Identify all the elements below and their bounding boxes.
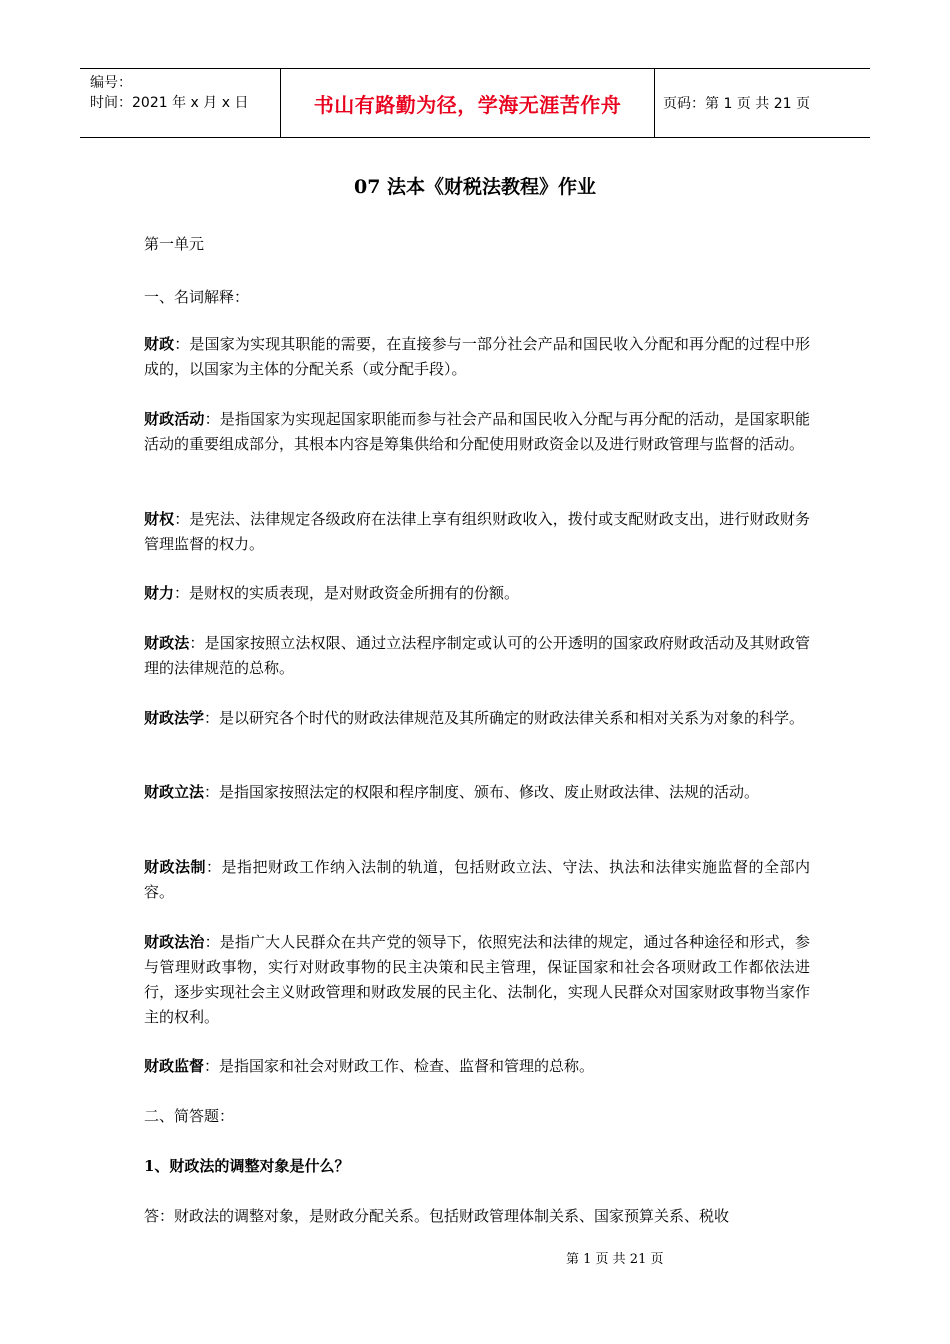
- motto: 书山有路勤为径，学海无涯苦作舟: [313, 92, 622, 117]
- header-info-cell: [80, 69, 281, 137]
- header-page-cell: [655, 69, 870, 137]
- definition-term: 财力: [144, 584, 175, 602]
- definition-term: 财政法治: [144, 933, 205, 951]
- definition-item: [144, 855, 810, 905]
- section-heading-questions: 二、简答题：: [144, 1107, 235, 1125]
- definition-item: [144, 1054, 810, 1079]
- definition-term: 财政法学: [144, 709, 205, 727]
- definition-term: 财政法: [144, 634, 190, 652]
- definition-item: [144, 332, 810, 382]
- definition-term: 财政法制: [144, 858, 206, 876]
- definition-text: ：是指国家按照法定的权限和程序制度、颁布、修改、废止财政法律、法规的活动。: [204, 783, 760, 801]
- page-title: 07 法本《财税法教程》作业: [353, 176, 597, 198]
- definition-item: [144, 930, 810, 1030]
- definition-term: 财政监督: [144, 1057, 205, 1075]
- definition-term: 财权: [144, 510, 175, 528]
- definition-text: ：是指国家和社会对财政工作、检查、监督和管理的总称。: [204, 1057, 595, 1075]
- definition-term: 财政: [144, 335, 175, 353]
- definition-item: [144, 407, 810, 457]
- definition-item: [144, 507, 810, 557]
- definition-text: ：是以研究各个时代的财政法律规范及其所确定的财政法律关系和相对关系为对象的科学。: [204, 709, 805, 727]
- definition-item: [144, 780, 810, 805]
- page-code: 页码：第 1 页 共 21 页: [663, 96, 810, 112]
- definition-item: [144, 581, 810, 606]
- definition-term: 财政立法: [144, 783, 205, 801]
- definition-text: ：是指把财政工作纳入法制的轨道，包括财政立法、守法、执法和法律实施监督的全部内容。: [144, 858, 810, 901]
- time-label: 时间：2021 年 x 月 x 日: [90, 95, 249, 111]
- definition-term: 财政活动: [144, 410, 205, 428]
- definition-text: ：是国家按照立法权限、通过立法程序制定或认可的公开透明的国家政府财政活动及其财政管理的法律规范的总称。: [144, 634, 810, 677]
- unit-heading: 第一单元: [144, 235, 205, 253]
- page-footer: 第 1 页 共 21 页: [566, 1252, 664, 1267]
- header-motto-cell: [281, 69, 655, 137]
- definition-text: ：是指广大人民群众在共产党的领导下，依照宪法和法律的规定，通过各种途径和形式，参与管理财政事物，实行对财政事物的民主决策和民主管理，保证国家和社会各项财政工作都依法进行，逐步实现社会主义财政管理和财政发展的民主化、法制化，实现人民群众对国家财政事物当家作主的权利。: [144, 933, 810, 1026]
- definition-text: ：是宪法、法律规定各级政府在法律上享有组织财政收入，拨付或支配财政支出，进行财政财务管理监督的权力。: [144, 510, 810, 553]
- definition-text: ：是指国家为实现起国家职能而参与社会产品和国民收入分配与再分配的活动，是国家职能活动的重要组成部分，其根本内容是筹集供给和分配使用财政资金以及进行财政管理与监督的活动。: [144, 410, 810, 453]
- definition-text: ：是财权的实质表现，是对财政资金所拥有的份额。: [174, 584, 520, 602]
- section-heading-terms: 一、名词解释：: [144, 288, 250, 306]
- definition-item: [144, 706, 810, 731]
- number-label: 编号：: [90, 75, 132, 91]
- answer-text: 答：财政法的调整对象，是财政分配关系。包括财政管理体制关系、国家预算关系、税收: [144, 1207, 730, 1225]
- question-heading: 1、财政法的调整对象是什么？: [144, 1157, 350, 1175]
- definition-item: [144, 631, 810, 681]
- header-table: [80, 68, 870, 138]
- definition-text: ：是国家为实现其职能的需要，在直接参与一部分社会产品和国民收入分配和再分配的过程中形成的，以国家为主体的分配关系（或分配手段）。: [144, 335, 810, 378]
